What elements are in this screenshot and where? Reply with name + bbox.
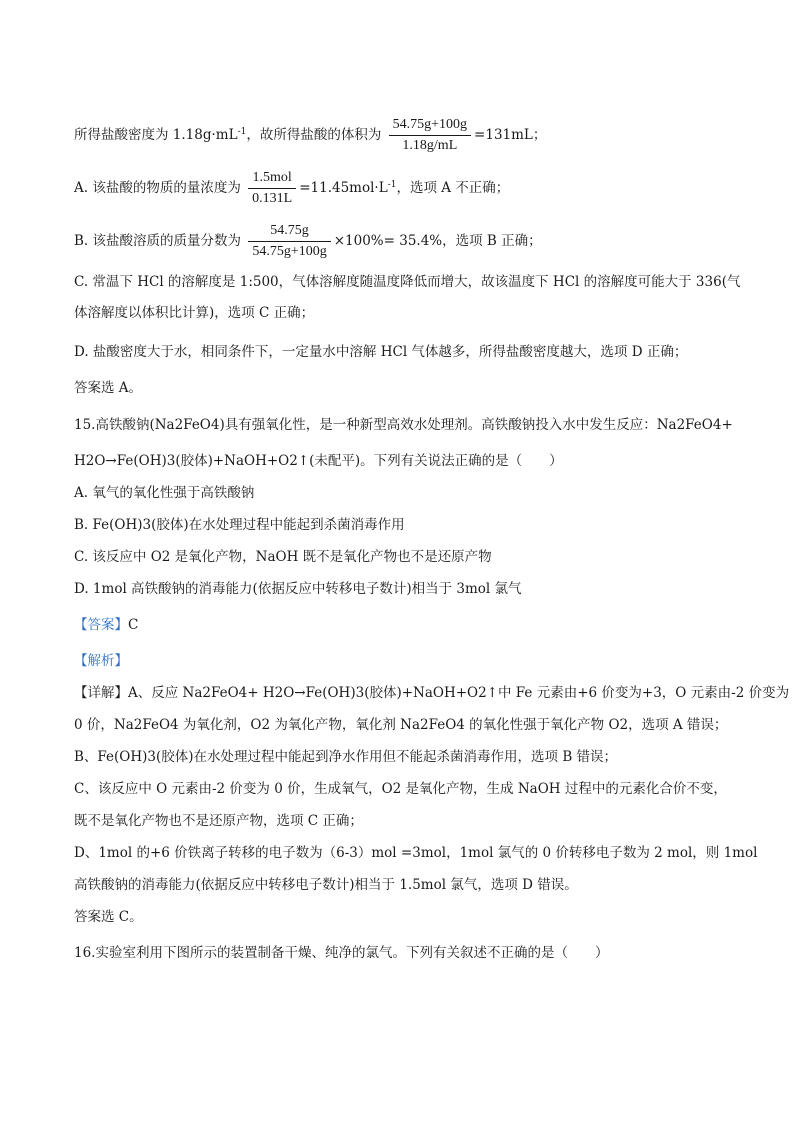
answer-tag: 【答案】 [74,617,128,633]
question-15-line2: H2O→Fe(OH)3(胶体)+NaOH+O2↑(未配平)。下列有关说法正确的是（ ） [74,453,563,469]
detail-line-4: C、该反应中 O 元素由-2 价变为 0 价，生成氧气，O2 是氧化产物，生成 NaOH 过程中的元素化合价不变， [74,781,727,797]
q15-option-a: A. 氧气的氧化性强于高铁酸钠 [74,485,255,501]
analysis-tag: 【解析】 [74,653,128,669]
density-line: 所得盐酸密度为 $1.18g\cdot mL^{-1}$，故所得盐酸的体积为 $\frac{54.75g+100g}{1.18g/mL}$ =131mL； [74,117,547,153]
fraction-mass-percent: $\frac{54.75g}{54.75g+100g}$ [248,223,330,260]
question-15-line1: 15.高铁酸钠(Na2FeO4)具有强氧化性，是一种新型高效水处理剂。高铁酸钠投入水中发生反应：Na2FeO4+ [74,417,733,433]
detail-line-3: B、Fe(OH)3(胶体)在水处理过程中能起到净水作用但不能起杀菌消毒作用，选项 B 错误； [74,749,618,765]
question-16: 16.实验室利用下图所示的装置制备干燥、纯净的氯气。下列有关叙述不正确的是（ ） [74,945,609,961]
detail-line-6: D、1mol 的+6 价铁离子转移的电子数为（6-3）mol =3mol，1mol 氯气的 0 价转移电子数为 2 mol，则 1mol [74,845,758,861]
q15-option-d: D. 1mol 高铁酸钠的消毒能力(依据反应中转移电子数计)相当于 3mol 氯气 [74,581,522,597]
answer-14: 答案选 A。 [74,380,143,396]
q15-option-c: C. 该反应中 O2 是氧化产物，NaOH 既不是氧化产物也不是还原产物 [74,549,492,565]
option-d-explanation: D. 盐酸密度大于水，相同条件下，一定量水中溶解 HCl 气体越多，所得盐酸密度越大，选项 D 正确； [74,344,688,360]
fraction-volume: $\frac{54.75g+100g}{1.18g/mL}$ [389,117,471,154]
fraction-concentration: $\frac{\text{1.5mol}}{0.131L}$ [248,170,296,207]
answer-15: 答案选 C。 [74,909,143,925]
option-c-line1: C. 常温下 HCl 的溶解度是 1:500，气体溶解度随温度降低而增大，故该温度下 HCl 的溶解度可能大于 336(气 [74,274,741,290]
option-b-explanation: B. 该盐酸溶质的质量分数为 $\frac{54.75g}{54.75g+100g}$ ×100%= 35.4%，选项 B 正确； [74,223,542,259]
option-a-explanation: A. 该盐酸的物质的量浓度为 $\frac{\text{1.5mol}}{0.131L}$ $=11.45mol\cdot L^{-1}$，选项 A 不正确； [74,170,510,206]
option-c-line2: 体溶解度以体积比计算)，选项 C 正确； [74,305,315,321]
q15-option-b: B. Fe(OH)3(胶体)在水处理过程中能起到杀菌消毒作用 [74,517,405,533]
answer-value: C [128,617,139,633]
detail-line-5: 既不是氧化产物也不是还原产物，选项 C 正确； [74,813,363,829]
analysis-section [74,652,128,670]
detail-line-7: 高铁酸钠的消毒能力(依据反应中转移电子数计)相当于 1.5mol 氯气，选项 D 错误。 [74,877,578,893]
answer-section [74,616,138,634]
detail-line-2: 0 价，Na2FeO4 为氧化剂，O2 为氧化产物，氧化剂 Na2FeO4 的氧化性强于氧化产物 O2，选项 A 错误； [74,717,728,733]
detail-line-1: 【详解】A、反应 Na2FeO4+ H2O→Fe(OH)3(胶体)+NaOH+O2↑中 Fe 元素由+6 价变为+3，O 元素由-2 价变为 [74,685,790,701]
